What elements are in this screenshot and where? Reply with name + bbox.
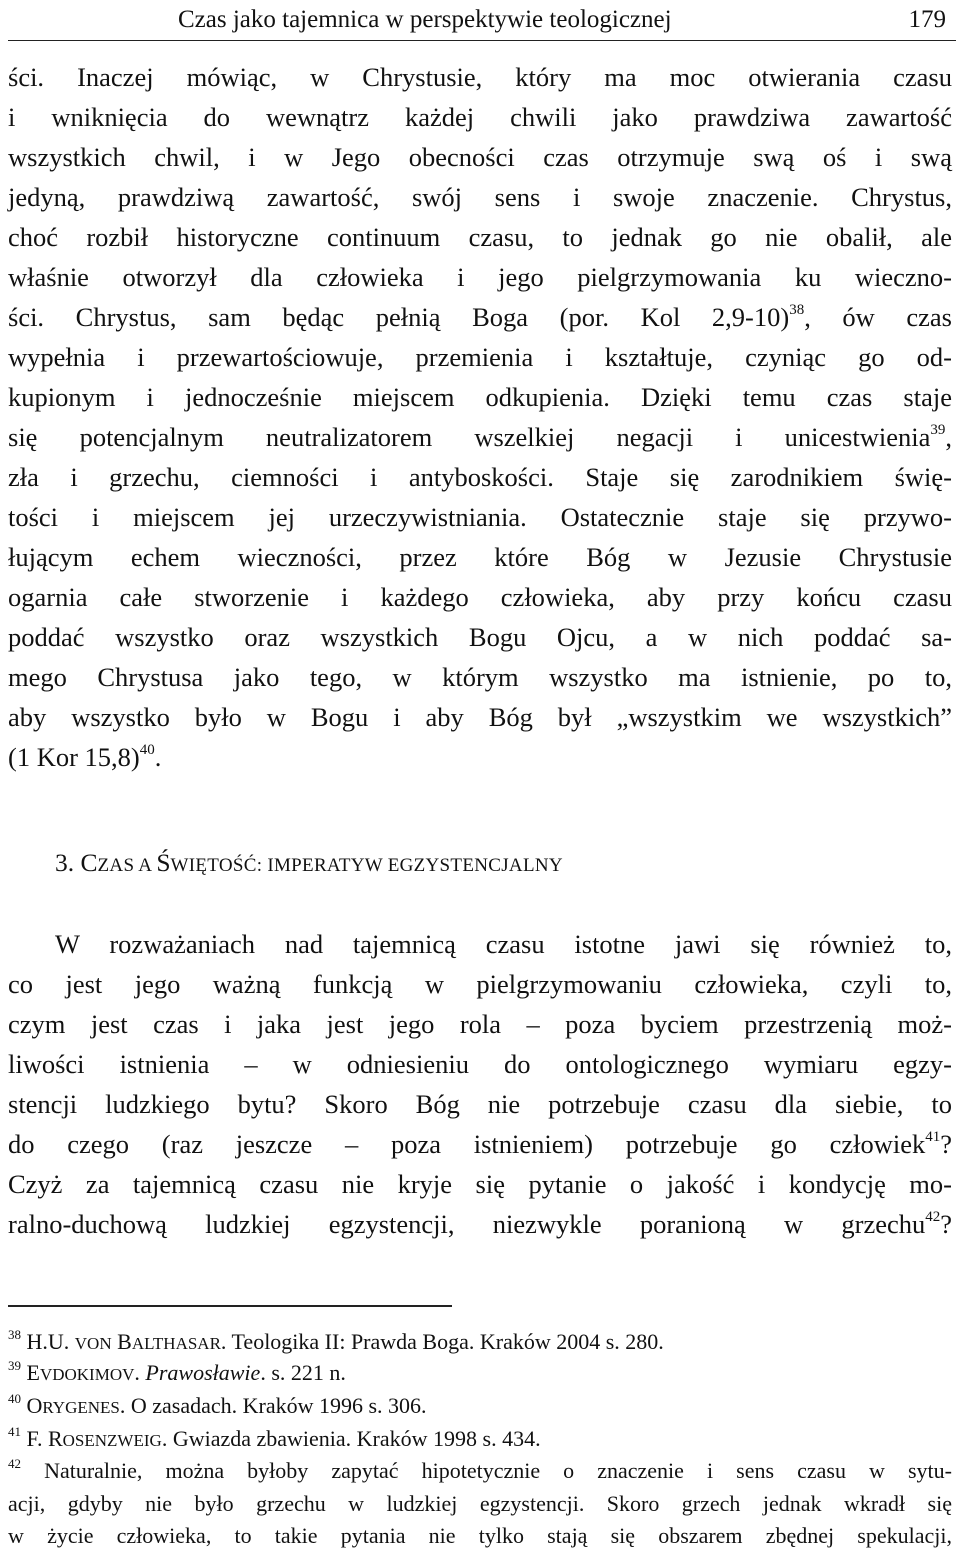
text-line: choć rozbił historyczne continuum czasu, to jednak go nie obalił, ale bbox=[8, 222, 952, 252]
text-line: jedyną, prawdziwą zawartość, swój sens i swoje znaczenie. Chrystus, bbox=[8, 182, 952, 212]
footnote-41: $^{41}$ F. ROSENZWEIG. Gwiazda zbawienia. Kraków 1998 s. 434. bbox=[8, 1424, 541, 1451]
text-line: i wniknięcia do wewnątrz każdej chwili jako prawdziwa zawartość bbox=[8, 102, 952, 132]
page-number: 179 bbox=[908, 6, 946, 33]
text-line: się potencjalnym neutralizatorem wszelkiej negacji i unicestwienia$^{39}$, bbox=[8, 422, 952, 452]
text-line: (1 Kor 15,8)$^{40}$. bbox=[8, 742, 162, 772]
text-line: mego Chrystusa jako tego, w którym wszystko ma istnienie, po to, bbox=[8, 662, 952, 692]
footnote-ref-38: 38 bbox=[789, 302, 805, 318]
footnote-40: $^{40}$ ORYGENES. O zasadach. Kraków 1996 s. 306. bbox=[8, 1391, 427, 1418]
footnote-38: $^{38}$ H.U. VON BALTHASAR. Teologika II: Prawda Boga. Kraków 2004 s. 280. bbox=[8, 1327, 664, 1354]
footnote-42-continued: acji, gdyby nie było grzechu w ludzkiej egzystencji. Skoro grzech jednak wkradł się bbox=[8, 1491, 952, 1516]
text-line: liwości istnienia – w odniesieniu do ontologicznego wymiaru egzy- bbox=[8, 1049, 952, 1079]
footnote-42: $^{42}$ Naturalnie, można byłoby zapytać hipotetycznie o znaczenie i sens czasu w sytu- bbox=[8, 1456, 952, 1483]
text-line: właśnie otworzył dla człowieka i jego pielgrzymowania ku wieczno- bbox=[8, 262, 952, 292]
header-title: Czas jako tajemnica w perspektywie teologicznej bbox=[178, 6, 672, 33]
text-line: ści. Inaczej mówiąc, w Chrystusie, który ma moc otwierania czasu bbox=[8, 62, 952, 92]
footnote-ref-42: 42 bbox=[925, 1209, 941, 1225]
text-line: tości i miejscem jej urzeczywistniania. Ostatecznie staje się przywo- bbox=[8, 502, 952, 532]
text-line: ralno-duchową ludzkiej egzystencji, niezwykle poranioną w grzechu$^{42}$? bbox=[8, 1209, 952, 1239]
text-line: aby wszystko było w Bogu i aby Bóg był „wszystkim we wszystkich” bbox=[8, 702, 952, 732]
running-header bbox=[8, 2, 956, 41]
footnote-42-continued: w życie człowieka, to takie pytania nie tylko stają się obszarem zbędnej spekulacji, bbox=[8, 1523, 952, 1548]
text-line: czym jest czas i jaka jest jego rola – poza byciem przestrzenią moż- bbox=[8, 1009, 952, 1039]
text-line: W rozważaniach nad tajemnicą czasu istotne jawi się również to, bbox=[55, 929, 952, 959]
text-line: stencji ludzkiego bytu? Skoro Bóg nie potrzebuje czasu dla siebie, to bbox=[8, 1089, 952, 1119]
text-line: do czego (raz jeszcze – poza istnieniem) potrzebuje go człowiek$^{41}$? bbox=[8, 1129, 952, 1159]
section-heading: 3. CZAS A ŚWIĘTOŚĆ: IMPERATYW EGZYSTENCJALNY bbox=[55, 848, 563, 877]
text-line: ści. Chrystus, sam będąc pełnią Boga (por. Kol 2,9-10)$^{38}$, ów czas bbox=[8, 302, 952, 332]
text-line: zła i grzechu, ciemności i antyboskości. Staje się zarodnikiem świę- bbox=[8, 462, 952, 492]
text-line: ogarnia całe stworzenie i każdego człowieka, aby przy końcu czasu bbox=[8, 582, 952, 612]
text-line: co jest jego ważną funkcją w pielgrzymowaniu człowieka, czyli to, bbox=[8, 969, 952, 999]
text-line: poddać wszystko oraz wszystkich Bogu Ojcu, a w nich poddać sa- bbox=[8, 622, 952, 652]
footnote-separator bbox=[8, 1305, 452, 1307]
text-line: kupionym i jednocześnie miejscem odkupienia. Dzięki temu czas staje bbox=[8, 382, 952, 412]
footnote-39: $^{39}$ EVDOKIMOV. Prawosławie. s. 221 n. bbox=[8, 1358, 346, 1385]
footnote-ref-40: 40 bbox=[139, 742, 155, 758]
text-line: wypełnia i przewartościowuje, przemienia i kształtuje, czyniąc go od- bbox=[8, 342, 952, 372]
text-line: wszystkich chwil, i w Jego obecności czas otrzymuje swą oś i swą bbox=[8, 142, 952, 172]
footnote-ref-39: 39 bbox=[930, 422, 946, 438]
text-line: Czyż za tajemnicą czasu nie kryje się pytanie o jakość i kondycję mo- bbox=[8, 1169, 952, 1199]
footnote-ref-41: 41 bbox=[925, 1129, 941, 1145]
text-line: łującym echem wieczności, przez które Bóg w Jezusie Chrystusie bbox=[8, 542, 952, 572]
